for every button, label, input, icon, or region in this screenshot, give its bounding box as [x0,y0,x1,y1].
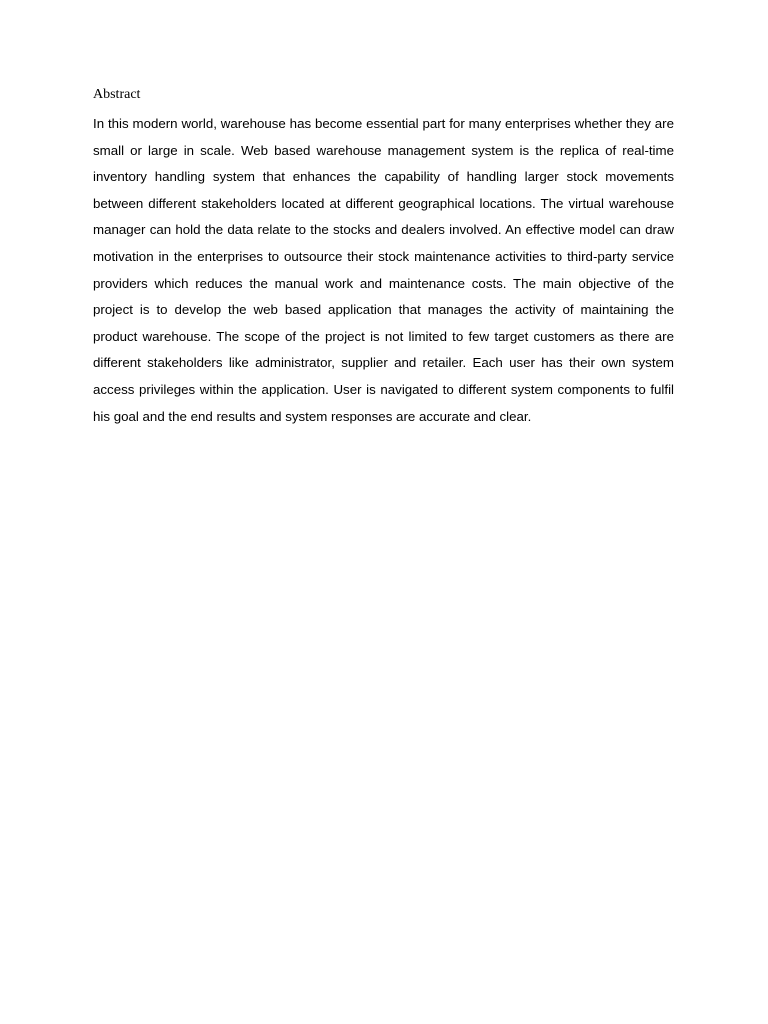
abstract-paragraph: In this modern world, warehouse has become essential part for many enterprises whether they are small or large in scale. Web based warehouse management system is the replica of real-time inventory handling system that enhances the capability of handling larger stock movements between different stakeholders located at different geographical locations. The virtual warehouse manager can hold the data relate to the stocks and dealers involved. An effective model can draw motivation in the enterprises to outsource their stock maintenance activities to third-party service providers which reduces the manual work and maintenance costs. The main objective of the project is to develop the web based application that manages the activity of maintaining the product warehouse. The scope of the project is not limited to few target customers as there are different stakeholders like administrator, supplier and retailer. Each user has their own system access privileges within the application. User is navigated to different system components to fulfil his goal and the end results and system responses are accurate and clear. [93,116,674,424]
abstract-heading: Abstract [93,87,141,102]
